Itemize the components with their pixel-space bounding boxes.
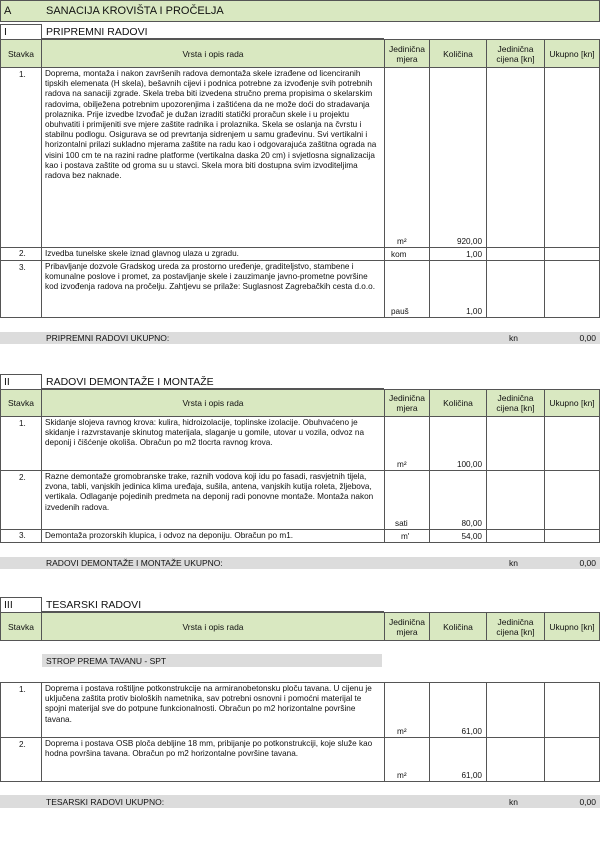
item-total bbox=[544, 529, 600, 543]
section-total-unit: kn bbox=[509, 333, 518, 343]
section-total-label: TESARSKI RADOVI UKUPNO: bbox=[46, 797, 165, 807]
section-total-value: 0,00 bbox=[579, 558, 596, 568]
table-row: 2. bbox=[0, 737, 42, 782]
item-quantity-value: 1,00 bbox=[466, 249, 482, 259]
item-total bbox=[544, 682, 600, 738]
section-1-roman: I bbox=[4, 26, 7, 38]
item-unit: sati bbox=[384, 470, 430, 530]
item-unit: m' bbox=[384, 529, 430, 543]
item-unit: kom bbox=[384, 247, 430, 261]
item-unit: m² bbox=[384, 737, 430, 782]
item-unit: pauš bbox=[384, 260, 430, 318]
table-row: 2. bbox=[0, 247, 42, 261]
item-total bbox=[544, 67, 600, 248]
col-jc bbox=[486, 612, 545, 641]
item-quantity bbox=[429, 247, 487, 261]
item-unit: m² bbox=[384, 67, 430, 248]
table-row: 3. bbox=[0, 529, 42, 543]
item-quantity bbox=[429, 529, 487, 543]
section-a-letter: A bbox=[4, 5, 12, 17]
section-total-label: RADOVI DEMONTAŽE I MONTAŽE UKUPNO: bbox=[46, 558, 223, 568]
table-row: 1. bbox=[0, 67, 42, 248]
item-unit-price bbox=[486, 247, 545, 261]
col-jc-l1: Jedinična bbox=[497, 43, 534, 54]
section-1-title: PRIPREMNI RADOVI bbox=[46, 26, 148, 38]
col-jm-l2: mjera bbox=[396, 403, 418, 413]
col-jm bbox=[384, 389, 430, 417]
col-jm-l1: Jedinična bbox=[389, 616, 425, 627]
item-total bbox=[544, 416, 600, 471]
col-jm bbox=[384, 39, 430, 68]
section-total-value: 0,00 bbox=[579, 797, 596, 807]
item-total bbox=[544, 737, 600, 782]
col-jm-l1: Jedinična bbox=[389, 393, 425, 403]
col-jc bbox=[486, 39, 545, 68]
item-unit-price bbox=[486, 260, 545, 318]
section-3-title: TESARSKI RADOVI bbox=[46, 599, 142, 611]
table-row: 2. bbox=[0, 470, 42, 530]
col-opis: Vrsta i opis rada bbox=[41, 612, 385, 641]
col-ukupno: Ukupno [kn] bbox=[544, 612, 600, 641]
item-total bbox=[544, 260, 600, 318]
section-2-title: RADOVI DEMONTAŽE I MONTAŽE bbox=[46, 376, 214, 388]
item-unit: m² bbox=[384, 682, 430, 738]
item-quantity-value: 100,00 bbox=[456, 459, 482, 469]
subheading-label: STROP PREMA TAVANU - SPT bbox=[46, 656, 167, 666]
col-stavka: Stavka bbox=[0, 389, 42, 417]
item-unit-price bbox=[486, 470, 545, 530]
section-total-unit: kn bbox=[509, 797, 518, 807]
item-quantity-value: 80,00 bbox=[461, 518, 482, 528]
col-jm-l1: Jedinična bbox=[389, 43, 425, 54]
col-jc bbox=[486, 389, 545, 417]
item-description: Skidanje slojeva ravnog krova: kulira, hidroizolacije, toplinske izolacije. Obuhvaćeno je skidanje i razvrstavanje skinutog materijala, slaganje u gomile, utovar u vozila, odvoz na deponij i čišćenje okoliša. Obračun po m2 tlocrta ravnog krova. bbox=[41, 416, 385, 471]
item-quantity bbox=[429, 737, 487, 782]
col-ukupno: Ukupno [kn] bbox=[544, 39, 600, 68]
section-total-value: 0,00 bbox=[579, 333, 596, 343]
item-unit-price bbox=[486, 67, 545, 248]
item-quantity bbox=[429, 682, 487, 738]
item-unit-price bbox=[486, 416, 545, 471]
item-description: Pribavljanje dozvole Gradskog ureda za prostorno uređenje, graditeljstvo, stambene i komunalne poslove i promet, za postavljanje skele i zauzimanje javno-prometne površine kod izvođenja radova na pročelju. Zahtjevu se prilaže: Suglasnost Zagrebačkih cesta d.o.o. bbox=[41, 260, 385, 318]
item-quantity-value: 61,00 bbox=[461, 726, 482, 736]
item-description: Doprema, montaža i nakon završenih radova demontaža skele izrađene od licenciranih tipskih elemenata (H skela), bešavnih cijevi i podnica potrebne za izvođenje svih potrebnih radova na sanaciji zgrade. Skela treba biti izvedena stručno prema propisima o skelarskim radovima, obilježena potrebnim upozorenjima i zaštićena da ne može doći do stradavanja prolaznika. Prije izvedbe Izvođač je dužan izraditi statički proračun skele i u projektu obuhvatiti i primijeniti sve mjere zaštite radnika i prolaznika. Skela se oslanja na čvrstu i stabilnu podlogu. Osigurava se od prevrtanja sidrenjem u samu građevinu. Svi vertikalni i horizontalni prilazi sukladno mjerama zaštite na radu kao i odgovarajuća zaštitna ograda na visini 100 cm te na razini radne platforme (vertikalna daska 20 cm) i svjetlosna signalizacija kao i postava zaštite od groma su u stavci. Skela mora biti dostupna svim izvoditeljima radova bez naknade. bbox=[41, 67, 385, 248]
col-jc-l1: Jedinična bbox=[497, 393, 534, 403]
item-total bbox=[544, 470, 600, 530]
item-quantity-value: 920,00 bbox=[456, 236, 482, 246]
item-quantity bbox=[429, 470, 487, 530]
col-jc-l2: cijena [kn] bbox=[496, 626, 535, 637]
item-quantity-value: 54,00 bbox=[461, 531, 482, 541]
item-description: Doprema i postava roštiljne potkonstrukcije na armiranobetonsku ploču tavana. U cijenu je uključena zaštita protiv bioloških nametnika, sav potrebni osnovni i pomoćni materijal te spojni materijal sve do potpune funkcionalnosti. Obračun po m2 horizontalne površine tavana. bbox=[41, 682, 385, 738]
col-opis: Vrsta i opis rada bbox=[41, 389, 385, 417]
item-quantity-value: 1,00 bbox=[466, 306, 482, 316]
item-unit-price bbox=[486, 529, 545, 543]
item-quantity bbox=[429, 260, 487, 318]
item-quantity-value: 61,00 bbox=[461, 770, 482, 780]
col-kolicina: Količina bbox=[429, 39, 487, 68]
section-total-unit: kn bbox=[509, 558, 518, 568]
item-description: Razne demontaže gromobranske trake, raznih vodova koji idu po fasadi, rasvjetnih tijela, zvona, tabli, vanjskih jedinica klima uređaja, sušila, antena, vanjskih kutija roleta, žljebova, vertikala. Odlaganje pojedinih predmeta na deponij radi ponovne montaže. Montaža nakon izvedenih radova. bbox=[41, 470, 385, 530]
section-total-label: PRIPREMNI RADOVI UKUPNO: bbox=[46, 333, 170, 343]
section-3-roman: III bbox=[4, 599, 13, 611]
item-unit-price bbox=[486, 682, 545, 738]
col-jm bbox=[384, 612, 430, 641]
col-stavka: Stavka bbox=[0, 39, 42, 68]
col-jm-l2: mjera bbox=[396, 53, 418, 64]
item-description: Doprema i postava OSB ploča debljine 18 mm, pribijanje po potkonstrukciji, koje služe kao hodna površina tavana. Obračun po m2 horizontalne površine tavana. bbox=[41, 737, 385, 782]
section-a-title: SANACIJA KROVIŠTA I PROČELJA bbox=[46, 5, 224, 17]
item-total bbox=[544, 247, 600, 261]
item-quantity bbox=[429, 416, 487, 471]
item-description: Izvedba tunelske skele iznad glavnog ulaza u zgradu. bbox=[41, 247, 385, 261]
table-row: 1. bbox=[0, 416, 42, 471]
item-quantity bbox=[429, 67, 487, 248]
col-jc-l1: Jedinična bbox=[497, 616, 534, 627]
item-unit: m² bbox=[384, 416, 430, 471]
col-jc-l2: cijena [kn] bbox=[496, 403, 535, 413]
col-kolicina: Količina bbox=[429, 612, 487, 641]
col-jc-l2: cijena [kn] bbox=[496, 53, 535, 64]
section-2-roman: II bbox=[4, 376, 10, 388]
col-opis: Vrsta i opis rada bbox=[41, 39, 385, 68]
col-kolicina: Količina bbox=[429, 389, 487, 417]
item-unit-price bbox=[486, 737, 545, 782]
item-description: Demontaža prozorskih klupica, i odvoz na deponiju. Obračun po m1. bbox=[41, 529, 385, 543]
table-row: 3. bbox=[0, 260, 42, 318]
table-row: 1. bbox=[0, 682, 42, 738]
col-jm-l2: mjera bbox=[396, 626, 418, 637]
col-stavka: Stavka bbox=[0, 612, 42, 641]
col-ukupno: Ukupno [kn] bbox=[544, 389, 600, 417]
